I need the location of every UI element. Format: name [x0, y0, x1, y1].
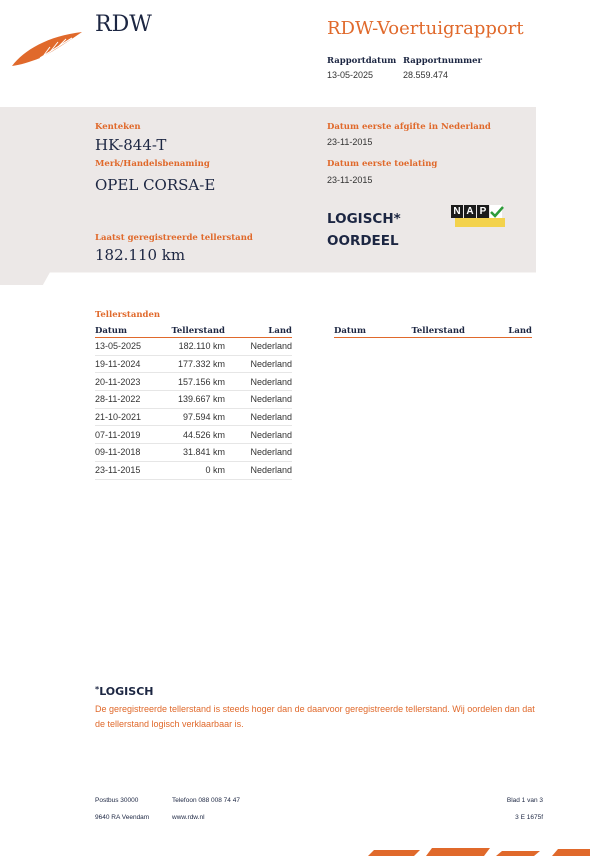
merk-label: Merk/Handelsbenaming — [95, 159, 210, 169]
table-row — [95, 373, 292, 391]
col-tellerstand-right: Tellerstand — [406, 324, 465, 338]
footer-phone: Telefoon 088 008 74 47 — [172, 797, 240, 804]
footer-city: 9640 RA Veendam — [95, 814, 150, 821]
reading-km: 97.594 km — [167, 408, 225, 426]
merk-value: OPEL CORSA-E — [95, 176, 216, 194]
table-row — [95, 391, 292, 409]
footer-page: Blad 1 van 3 — [506, 797, 543, 804]
reading-date: 19-11-2024 — [95, 355, 167, 373]
rdw-logo — [10, 28, 85, 70]
tellerstanden-title: Tellerstanden — [95, 310, 161, 320]
table-row — [95, 338, 292, 356]
nap-yellow-bar — [455, 218, 505, 227]
reading-km: 177.332 km — [167, 355, 225, 373]
reading-date: 21-10-2021 — [95, 408, 167, 426]
table-row — [95, 461, 292, 479]
explanation-title: LOGISCH — [99, 685, 154, 698]
brand-name: RDW — [95, 12, 152, 37]
footer-web: www.rdw.nl — [172, 814, 205, 821]
reading-country: Nederland — [225, 338, 292, 356]
col-datum: Datum — [95, 324, 167, 338]
nap-letter-a: A — [464, 205, 476, 218]
tellerstand-label: Laatst geregistreerde tellerstand — [95, 233, 253, 243]
rapportnummer-value: 28.559.474 — [403, 70, 449, 80]
reading-km: 139.667 km — [167, 391, 225, 409]
table-row — [95, 444, 292, 462]
toelating-label: Datum eerste toelating — [327, 159, 438, 169]
toelating-value: 23-11-2015 — [327, 175, 373, 185]
reading-country: Nederland — [225, 426, 292, 444]
table-row — [95, 355, 292, 373]
oordeel-text — [327, 208, 401, 252]
afgifte-value: 23-11-2015 — [327, 137, 373, 147]
reading-km: 0 km — [167, 461, 225, 479]
reading-km: 44.526 km — [167, 426, 225, 444]
reading-date: 07-11-2019 — [95, 426, 167, 444]
footer-decoration — [360, 843, 590, 851]
nap-letter-p: P — [477, 205, 489, 218]
readings-table-left — [95, 324, 292, 480]
explanation-heading — [95, 685, 153, 698]
rapportdatum-value: 13-05-2025 — [327, 70, 374, 80]
reading-km: 31.841 km — [167, 444, 225, 462]
col-land: Land — [225, 324, 292, 338]
nap-letter-n: N — [451, 205, 463, 218]
readings-table-right — [334, 324, 532, 338]
col-datum-right: Datum — [334, 324, 406, 338]
reading-date: 09-11-2018 — [95, 444, 167, 462]
reading-date: 28-11-2022 — [95, 391, 167, 409]
footer-code: 3 E 1675f — [515, 814, 543, 821]
reading-country: Nederland — [225, 444, 292, 462]
rapportdatum-label: Rapportdatum — [327, 56, 397, 66]
kenteken-value: HK-844-T — [95, 136, 167, 154]
vehicle-summary-band — [0, 107, 536, 285]
explanation-text: De geregistreerde tellerstand is steeds hoger dan de daarvoor geregistreerde tellerstand. Wij oordelen dan dat de tellerstand logisch verklaarbaar is. — [95, 704, 535, 729]
reading-km: 157.156 km — [167, 373, 225, 391]
reading-country: Nederland — [225, 461, 292, 479]
oordeel-line1: LOGISCH* — [327, 211, 401, 227]
explanation-marker: * — [95, 685, 100, 694]
reading-country: Nederland — [225, 408, 292, 426]
readings-body — [95, 338, 292, 480]
table-row — [95, 408, 292, 426]
footer-postbus: Postbus 30000 — [95, 797, 139, 804]
reading-date: 23-11-2015 — [95, 461, 167, 479]
reading-km: 182.110 km — [167, 338, 225, 356]
reading-country: Nederland — [225, 391, 292, 409]
oordeel-line2: OORDEEL — [327, 233, 399, 249]
report-title: RDW-Voertuigrapport — [327, 18, 524, 39]
rapportnummer-label: Rapportnummer — [403, 56, 482, 66]
reading-country: Nederland — [225, 373, 292, 391]
nap-logo — [451, 205, 505, 227]
afgifte-label: Datum eerste afgifte in Nederland — [327, 122, 491, 132]
tellerstand-value: 182.110 km — [95, 246, 186, 264]
reading-country: Nederland — [225, 355, 292, 373]
reading-date: 20-11-2023 — [95, 373, 167, 391]
table-row — [95, 426, 292, 444]
check-icon — [490, 205, 502, 218]
reading-date: 13-05-2025 — [95, 338, 167, 356]
col-tellerstand: Tellerstand — [167, 324, 225, 338]
kenteken-label: Kenteken — [95, 122, 141, 132]
col-land-right: Land — [465, 324, 532, 338]
